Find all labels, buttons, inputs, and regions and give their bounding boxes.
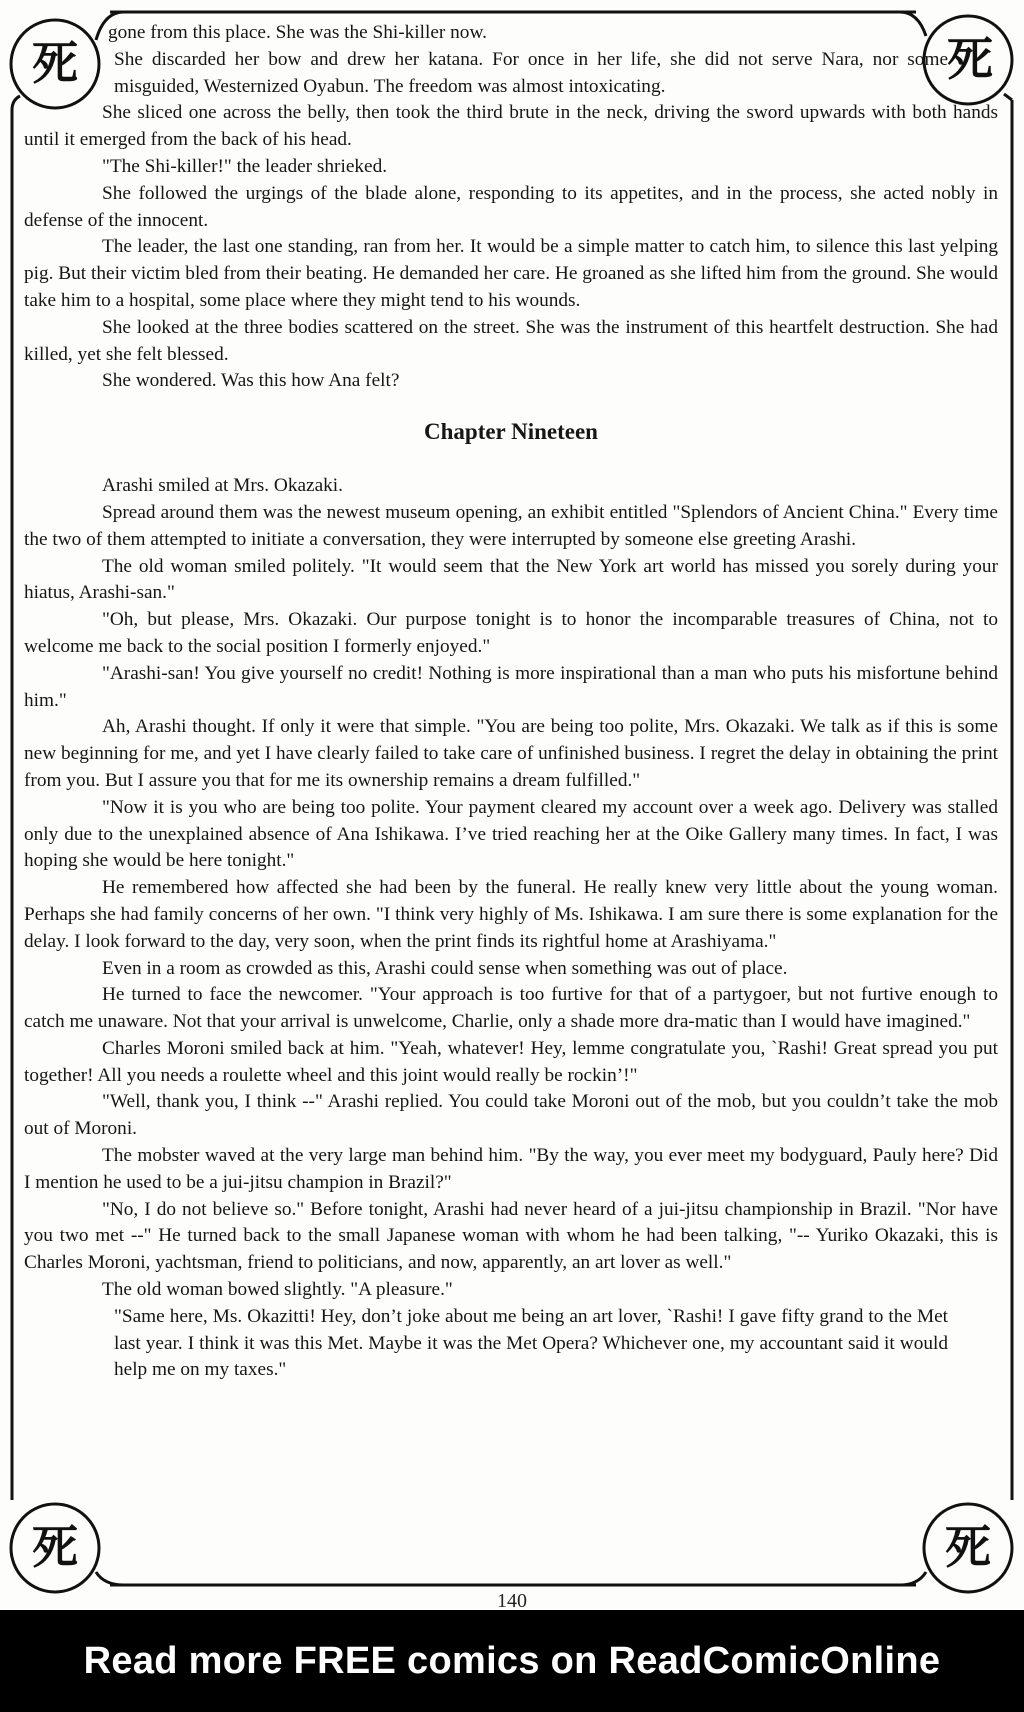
story-text — [24, 20, 998, 1384]
paragraph: "No, I do not believe so." Before tonight, Arashi had never heard of a jui-jitsu championship in Brazil. "Nor have you two met --" He turned back to the small Japanese woman with whom he had been talking, "-- Yuriko Okazaki, this is Charles Moroni, yachtsman, friend to politicians, and now, apparently, an art lover as well." — [24, 1198, 998, 1274]
paragraph: She looked at the three bodies scattered on the street. She was the instrument of this heartfelt destruction. She had killed, yet she felt blessed. — [24, 316, 998, 365]
promo-banner-link[interactable]: Read more FREE comics on ReadComicOnline — [0, 1610, 1024, 1712]
paragraph: She sliced one across the belly, then took the third brute in the neck, driving the sword upwards with both hands until it emerged from the back of his head. — [24, 102, 998, 151]
frame-curl-tl-side — [12, 96, 20, 110]
death-kanji-icon: 死 — [32, 1520, 78, 1574]
frame-curl-tr-side — [1004, 94, 1012, 100]
paragraph: Even in a room as crowded as this, Arashi could sense when something was out of place. — [102, 957, 788, 979]
paragraph: gone from this place. She was the Shi-killer now. — [108, 22, 487, 43]
paragraph: The old woman bowed slightly. "A pleasure." — [102, 1279, 453, 1301]
death-kanji-icon: 死 — [945, 1520, 991, 1574]
frame-curl-br — [900, 1572, 926, 1585]
paragraph: The old woman smiled politely. "It would seem that the New York art world has missed you sorely during your hiatus, Arashi-san." — [24, 555, 998, 604]
paragraph: Spread around them was the newest museum opening, an exhibit entitled "Splendors of Ancient China." Every time the two of them attempted to initiate a conversation, they were interrupted by someone else greeting Arashi. — [24, 501, 998, 550]
paragraph: She followed the urgings of the blade alone, responding to its appetites, and in the process, she acted nobly in defense of the innocent. — [24, 182, 998, 231]
paragraph: "Arashi-san! You give yourself no credit! Nothing is more inspirational than a man who puts his misfortune behind him." — [24, 662, 998, 711]
page-number: 140 — [497, 1590, 527, 1610]
frame-curl-bl — [96, 1572, 124, 1585]
paragraph: The leader, the last one standing, ran from her. It would be a simple matter to catch him, to silence this last yelping pig. But their victim bled from their beating. He demanded her care. He groaned as she lifted him from the ground. She would take him to a hospital, some place where they might tend to his wounds. — [24, 236, 998, 311]
paragraph: "Same here, Ms. Okazitti! Hey, don’t joke about me being an art lover, `Rashi! I gave fifty grand to the Met last year. I think it was this Met. Maybe it was the Met Opera? Whichever one, my accountant said it would help me on my taxes." — [114, 1305, 948, 1381]
paragraph: She discarded her bow and drew her katana. For once in her life, she did not serve Nara, nor some misguided, Westernized Oyabun. The freedom was almost intoxicating. — [114, 48, 948, 97]
death-kanji-icon: 死 — [947, 32, 993, 86]
paragraph: "Well, thank you, I think --" Arashi replied. You could take Moroni out of the mob, but you couldn’t take the mob out of Moroni. — [24, 1091, 998, 1140]
paragraph: He turned to face the newcomer. "Your approach is too furtive for that of a partygoer, but not furtive enough to catch me unaware. Not that your arrival is unwelcome, Charlie, only a shade more dra-matic than I would have imagined." — [24, 984, 998, 1033]
paragraph: "Oh, but please, Mrs. Okazaki. Our purpose tonight is to honor the incomparable treasures of China, not to welcome me back to the social position I formerly enjoyed." — [24, 609, 998, 657]
paragraph: "The Shi-killer!" the leader shrieked. — [102, 155, 388, 177]
paragraph: Ah, Arashi thought. If only it were that simple. "You are being too polite, Mrs. Okazaki. We talk as if this is some new beginning for me, and yet I have clearly failed to take care of unfinished business. I regret the delay in obtaining the print from you. But I assure you that for me its ownership remains a dream fulfilled." — [24, 716, 998, 791]
death-kanji-icon: 死 — [32, 36, 78, 90]
paragraph: She wondered. Was this how Ana felt? — [102, 370, 400, 392]
paragraph: The mobster waved at the very large man behind him. "By the way, you ever meet my bodyguard, Pauly here? Did I mention he used to be a jui-jitsu champion in Brazil?" — [24, 1145, 998, 1193]
paragraph: Charles Moroni smiled back at him. "Yeah, whatever! Hey, lemme congratulate you, `Rashi! Great spread you put together! All you needs a roulette wheel and this joint would really be rockin’!" — [24, 1037, 998, 1086]
paragraph: He remembered how affected she had been by the funeral. He really knew very little about the young woman. Perhaps she had family concerns of her own. "I think very highly of Ms. Ishikawa. I am sure there is some explanation for the delay. I look forward to the day, very soon, when the print finds its rightful home at Arashiyama." — [24, 877, 998, 952]
chapter-title: Chapter Nineteen — [424, 419, 598, 445]
paragraph: "Now it is you who are being too polite. Your payment cleared my account over a week ago. Delivery was stalled only due to the unexplained absence of Ana Ishikawa. I’ve tried reaching her at the Oike Gallery many times. In fact, I was hoping she would be here tonight." — [24, 796, 998, 872]
paragraph: Arashi smiled at Mrs. Okazaki. — [102, 475, 343, 497]
